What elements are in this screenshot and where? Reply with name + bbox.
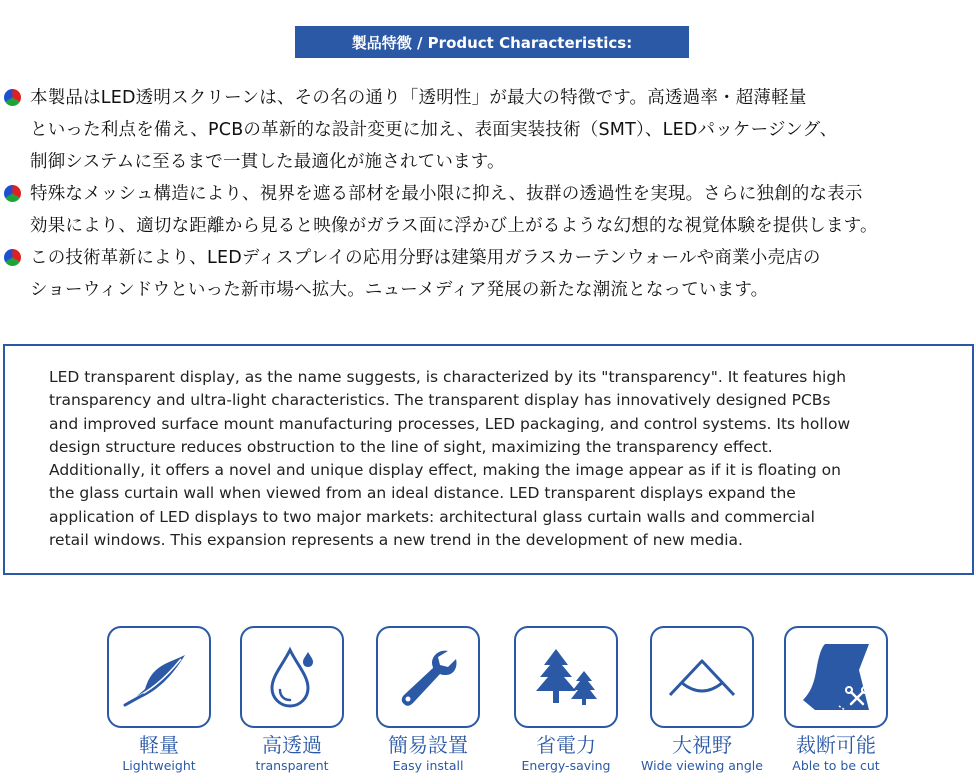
feature-en-label: Lightweight xyxy=(122,758,196,773)
feature-jp-label: 大視野 xyxy=(672,733,732,757)
text-line: 制御システムに至るまで一貫した最適化が施されています。 xyxy=(30,152,505,172)
feature-energy-saving xyxy=(496,626,636,774)
text-line: transparency and ultra-light characteristics. The transparent display has innovatively designed PCBs xyxy=(49,391,831,410)
feature-able-to-be-cut xyxy=(766,626,906,774)
text-line: retail windows. This expansion represents a new trend in the development of new media. xyxy=(49,531,743,550)
text-line: application of LED displays to two major markets: architectural glass curtain walls and commercial xyxy=(49,507,815,526)
jp-bullet-text xyxy=(30,82,975,178)
section-title: 製品特徴 / Product Characteristics: xyxy=(351,33,633,52)
section-title-banner xyxy=(295,26,689,58)
feature-transparent xyxy=(222,626,362,774)
scissors-cut-icon xyxy=(784,626,888,728)
feature-icons-row xyxy=(0,626,976,784)
text-line: 効果により、適切な距離から見ると映像がガラス面に浮かび上がるような幻想的な視覚体験を提供します。 xyxy=(30,216,878,236)
feature-en-label: Easy install xyxy=(392,758,464,773)
text-line: and improved surface mount manufacturing processes, LED packaging, and control systems. Its hollow xyxy=(49,414,851,433)
feature-wide-viewing-angle xyxy=(632,626,772,774)
feature-lightweight xyxy=(89,626,229,774)
bullet-dot-icon xyxy=(4,185,21,202)
feature-easy-install xyxy=(358,626,498,774)
feature-en-label: Energy-saving xyxy=(521,758,611,773)
pine-trees-icon xyxy=(514,626,618,728)
feature-en-label: Able to be cut xyxy=(792,758,880,773)
feature-jp-label: 裁断可能 xyxy=(796,733,876,757)
feature-en-label: transparent xyxy=(255,758,329,773)
feature-jp-label: 高透過 xyxy=(262,733,322,757)
text-line: この技術革新により、LEDディスプレイの応用分野は建築用ガラスカーテンウォールや商業小売店の xyxy=(30,248,821,268)
feather-icon xyxy=(107,626,211,728)
feature-jp-label: 簡易設置 xyxy=(388,733,468,757)
text-line: LED transparent display, as the name suggests, is characterized by its "transparency". It features high xyxy=(49,368,847,386)
feature-en-label: Wide viewing angle xyxy=(641,758,763,773)
text-line: Additionally, it offers a novel and unique display effect, making the image appear as if it is floating on xyxy=(49,461,841,480)
japanese-description xyxy=(0,82,976,306)
bullet-dot-icon xyxy=(4,249,21,266)
feature-jp-label: 省電力 xyxy=(536,733,596,757)
jp-bullet-1 xyxy=(0,82,976,178)
english-paragraph xyxy=(49,366,944,552)
feature-jp-label: 軽量 xyxy=(139,733,179,757)
bullet-dot-icon xyxy=(4,89,21,106)
viewing-angle-icon xyxy=(650,626,754,728)
text-line: the glass curtain wall when viewed from an ideal distance. LED transparent displays expand the xyxy=(49,484,796,503)
english-description-box xyxy=(3,344,974,575)
text-line: 特殊なメッシュ構造により、視界を遮る部材を最小限に抑え、抜群の透過性を実現。さらに独創的な表示 xyxy=(30,184,863,204)
jp-bullet-text xyxy=(30,178,975,242)
jp-bullet-2 xyxy=(0,178,976,242)
text-line: といった利点を備え、PCBの革新的な設計変更に加え、表面実装技術（SMT）、LEDパッケージング、 xyxy=(30,120,838,140)
text-line: 本製品はLED透明スクリーンは、その名の通り「透明性」が最大の特徴です。高透過率・超薄軽量 xyxy=(30,88,807,108)
wrench-icon xyxy=(376,626,480,728)
jp-bullet-text xyxy=(30,242,975,306)
text-line: design structure reduces obstruction to the line of sight, maximizing the transparency effect. xyxy=(49,437,773,456)
water-drop-icon xyxy=(240,626,344,728)
jp-bullet-3 xyxy=(0,242,976,306)
text-line: ショーウィンドウといった新市場へ拡大。ニューメディア発展の新たな潮流となっています。 xyxy=(30,280,769,300)
